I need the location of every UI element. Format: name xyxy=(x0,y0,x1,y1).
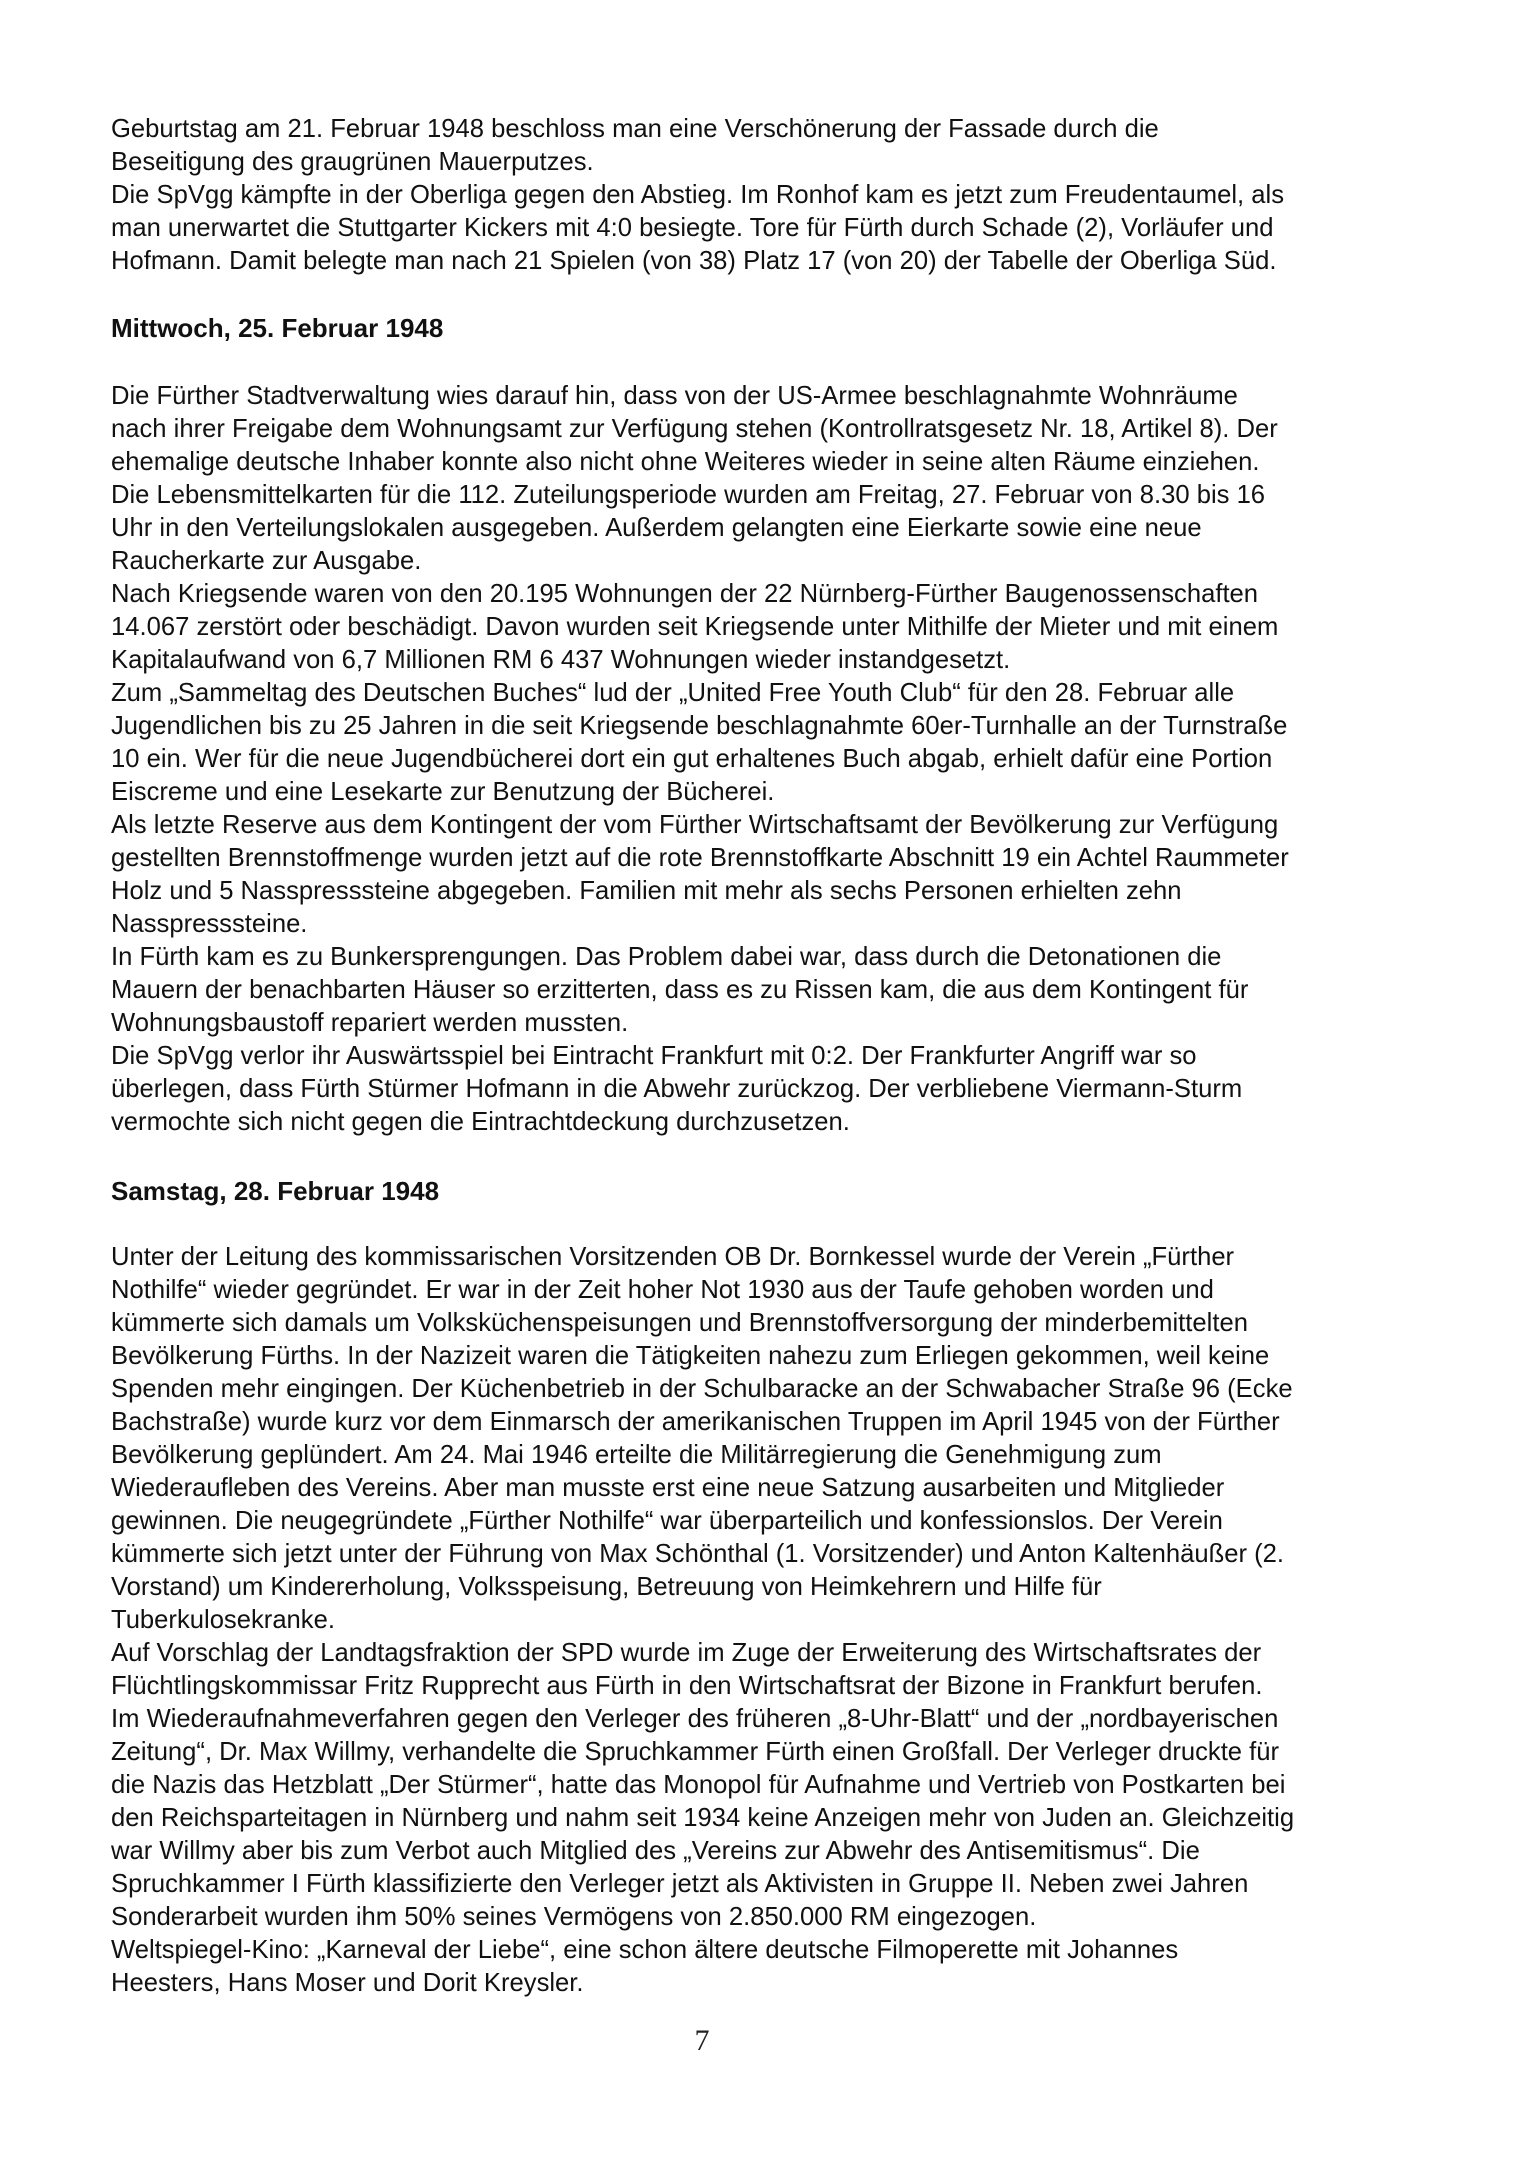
text-line: Geburtstag am 21. Februar 1948 beschloss man eine Verschönerung der Fassade durch die xyxy=(111,113,1159,143)
text-line: Eiscreme und eine Lesekarte zur Benutzung der Bücherei. xyxy=(111,776,775,806)
paragraph-block-saturday xyxy=(111,1240,1441,1999)
text-line: den Reichsparteitagen in Nürnberg und nahm seit 1934 keine Anzeigen mehr von Juden an. Gleichzeitig xyxy=(111,1802,1295,1832)
text-line: Nasspresssteine. xyxy=(111,908,308,938)
paragraph-block-wednesday xyxy=(111,379,1441,1138)
text-line: Bachstraße) wurde kurz vor dem Einmarsch der amerikanischen Truppen im April 1945 von der Fürther xyxy=(111,1406,1280,1436)
text-line: Vorstand) um Kindererholung, Volksspeisung, Betreuung von Heimkehrern und Hilfe für xyxy=(111,1571,1102,1601)
text-line: Heesters, Hans Moser und Dorit Kreysler. xyxy=(111,1967,584,1997)
text-line: Unter der Leitung des kommissarischen Vorsitzenden OB Dr. Bornkessel wurde der Verein „Fürther xyxy=(111,1241,1235,1271)
text-line: In Fürth kam es zu Bunkersprengungen. Das Problem dabei war, dass durch die Detonationen die xyxy=(111,941,1222,971)
text-line: Mauern der benachbarten Häuser so erzitterten, dass es zu Rissen kam, die aus dem Kontingent für xyxy=(111,974,1249,1004)
text-line: 14.067 zerstört oder beschädigt. Davon wurden seit Kriegsende unter Mithilfe der Mieter und mit einem xyxy=(111,611,1279,641)
text-line: überlegen, dass Fürth Stürmer Hofmann in die Abwehr zurückzog. Der verbliebene Viermann-Sturm xyxy=(111,1073,1243,1103)
text-line: kümmerte sich damals um Volksküchenspeisungen und Brennstoffversorgung der minderbemittelten xyxy=(111,1307,1248,1337)
text-line: Weltspiegel-Kino: „Karneval der Liebe“, eine schon ältere deutsche Filmoperette mit Johannes xyxy=(111,1934,1179,1964)
text-line: Auf Vorschlag der Landtagsfraktion der SPD wurde im Zuge der Erweiterung des Wirtschaftsrates der xyxy=(111,1637,1262,1667)
text-line: Zeitung“, Dr. Max Willmy, verhandelte die Spruchkammer Fürth einen Großfall. Der Verleger druckte für xyxy=(111,1736,1280,1766)
section-heading-wednesday: Mittwoch, 25. Februar 1948 xyxy=(111,313,444,343)
text-line: Die Fürther Stadtverwaltung wies darauf hin, dass von der US-Armee beschlagnahmte Wohnräume xyxy=(111,380,1238,410)
text-line: 10 ein. Wer für die neue Jugendbücherei dort ein gut erhaltenes Buch abgab, erhielt dafür eine Portion xyxy=(111,743,1273,773)
text-line: kümmerte sich jetzt unter der Führung von Max Schönthal (1. Vorsitzender) und Anton Kaltenhäußer (2. xyxy=(111,1538,1284,1568)
text-line: die Nazis das Hetzblatt „Der Stürmer“, hatte das Monopol für Aufnahme und Vertrieb von Postkarten bei xyxy=(111,1769,1286,1799)
text-line: Sonderarbeit wurden ihm 50% seines Vermögens von 2.850.000 RM eingezogen. xyxy=(111,1901,1037,1931)
text-line: Spenden mehr eingingen. Der Küchenbetrieb in der Schulbaracke an der Schwabacher Straße 96 (Ecke xyxy=(111,1373,1293,1403)
text-line: Uhr in den Verteilungslokalen ausgegeben. Außerdem gelangten eine Eierkarte sowie eine neue xyxy=(111,512,1202,542)
text-line: ehemalige deutsche Inhaber konnte also nicht ohne Weiteres wieder in seine alten Räume einziehen. xyxy=(111,446,1260,476)
text-line: gestellten Brennstoffmenge wurden jetzt auf die rote Brennstoffkarte Abschnitt 19 ein Achtel Raummeter xyxy=(111,842,1289,872)
text-line: Die Lebensmittelkarten für die 112. Zuteilungsperiode wurden am Freitag, 27. Februar von 8.30 bis 16 xyxy=(111,479,1266,509)
text-line: Wohnungsbaustoff repariert werden mussten. xyxy=(111,1007,629,1037)
text-line: Nothilfe“ wieder gegründet. Er war in der Zeit hoher Not 1930 aus der Taufe gehoben worden und xyxy=(111,1274,1214,1304)
text-line: Raucherkarte zur Ausgabe. xyxy=(111,545,422,575)
text-line: Bevölkerung geplündert. Am 24. Mai 1946 erteilte die Militärregierung die Genehmigung zum xyxy=(111,1439,1162,1469)
text-line: Hofmann. Damit belegte man nach 21 Spielen (von 38) Platz 17 (von 20) der Tabelle der Oberliga Süd. xyxy=(111,245,1277,275)
text-line: Beseitigung des graugrünen Mauerputzes. xyxy=(111,146,594,176)
text-line: Im Wiederaufnahmeverfahren gegen den Verleger des früheren „8-Uhr-Blatt“ und der „nordbayerischen xyxy=(111,1703,1279,1733)
text-line: man unerwartet die Stuttgarter Kickers mit 4:0 besiegte. Tore für Fürth durch Schade (2), Vorläufer und xyxy=(111,212,1274,242)
text-line: Die SpVgg verlor ihr Auswärtsspiel bei Eintracht Frankfurt mit 0:2. Der Frankfurter Angriff war so xyxy=(111,1040,1197,1070)
text-line: Als letzte Reserve aus dem Kontingent der vom Fürther Wirtschaftsamt der Bevölkerung zur Verfügung xyxy=(111,809,1279,839)
text-line: Tuberkulosekranke. xyxy=(111,1604,335,1634)
text-line: Die SpVgg kämpfte in der Oberliga gegen den Abstieg. Im Ronhof kam es jetzt zum Freudentaumel, als xyxy=(111,179,1284,209)
text-line: gewinnen. Die neugegründete „Fürther Nothilfe“ war überparteilich und konfessionslos. Der Verein xyxy=(111,1505,1223,1535)
text-line: Flüchtlingskommissar Fritz Rupprecht aus Fürth in den Wirtschaftsrat der Bizone in Frankfurt berufen. xyxy=(111,1670,1263,1700)
text-line: Bevölkerung Fürths. In der Nazizeit waren die Tätigkeiten nahezu zum Erliegen gekommen, weil keine xyxy=(111,1340,1270,1370)
section-heading-saturday: Samstag, 28. Februar 1948 xyxy=(111,1176,440,1206)
text-line: Jugendlichen bis zu 25 Jahren in die seit Kriegsende beschlagnahmte 60er-Turnhalle an der Turnstraße xyxy=(111,710,1288,740)
text-line: Wiederaufleben des Vereins. Aber man musste erst eine neue Satzung ausarbeiten und Mitglieder xyxy=(111,1472,1225,1502)
text-line: Zum „Sammeltag des Deutschen Buches“ lud der „United Free Youth Club“ für den 28. Februar alle xyxy=(111,677,1235,707)
text-line: war Willmy aber bis zum Verbot auch Mitglied des „Vereins zur Abwehr des Antisemitismus“. Die xyxy=(111,1835,1200,1865)
page-number: 7 xyxy=(694,2024,710,2057)
text-line: Holz und 5 Nasspresssteine abgegeben. Familien mit mehr als sechs Personen erhielten zehn xyxy=(111,875,1182,905)
text-line: vermochte sich nicht gegen die Eintrachtdeckung durchzusetzen. xyxy=(111,1106,850,1136)
text-line: Nach Kriegsende waren von den 20.195 Wohnungen der 22 Nürnberg-Fürther Baugenossenschaften xyxy=(111,578,1259,608)
text-line: Spruchkammer I Fürth klassifizierte den Verleger jetzt als Aktivisten in Gruppe II. Neben zwei Jahren xyxy=(111,1868,1249,1898)
text-line: Kapitalaufwand von 6,7 Millionen RM 6 437 Wohnungen wieder instandgesetzt. xyxy=(111,644,1011,674)
text-line: nach ihrer Freigabe dem Wohnungsamt zur Verfügung stehen (Kontrollratsgesetz Nr. 18, Artikel 8). Der xyxy=(111,413,1278,443)
paragraph-block-continued xyxy=(111,112,1441,277)
